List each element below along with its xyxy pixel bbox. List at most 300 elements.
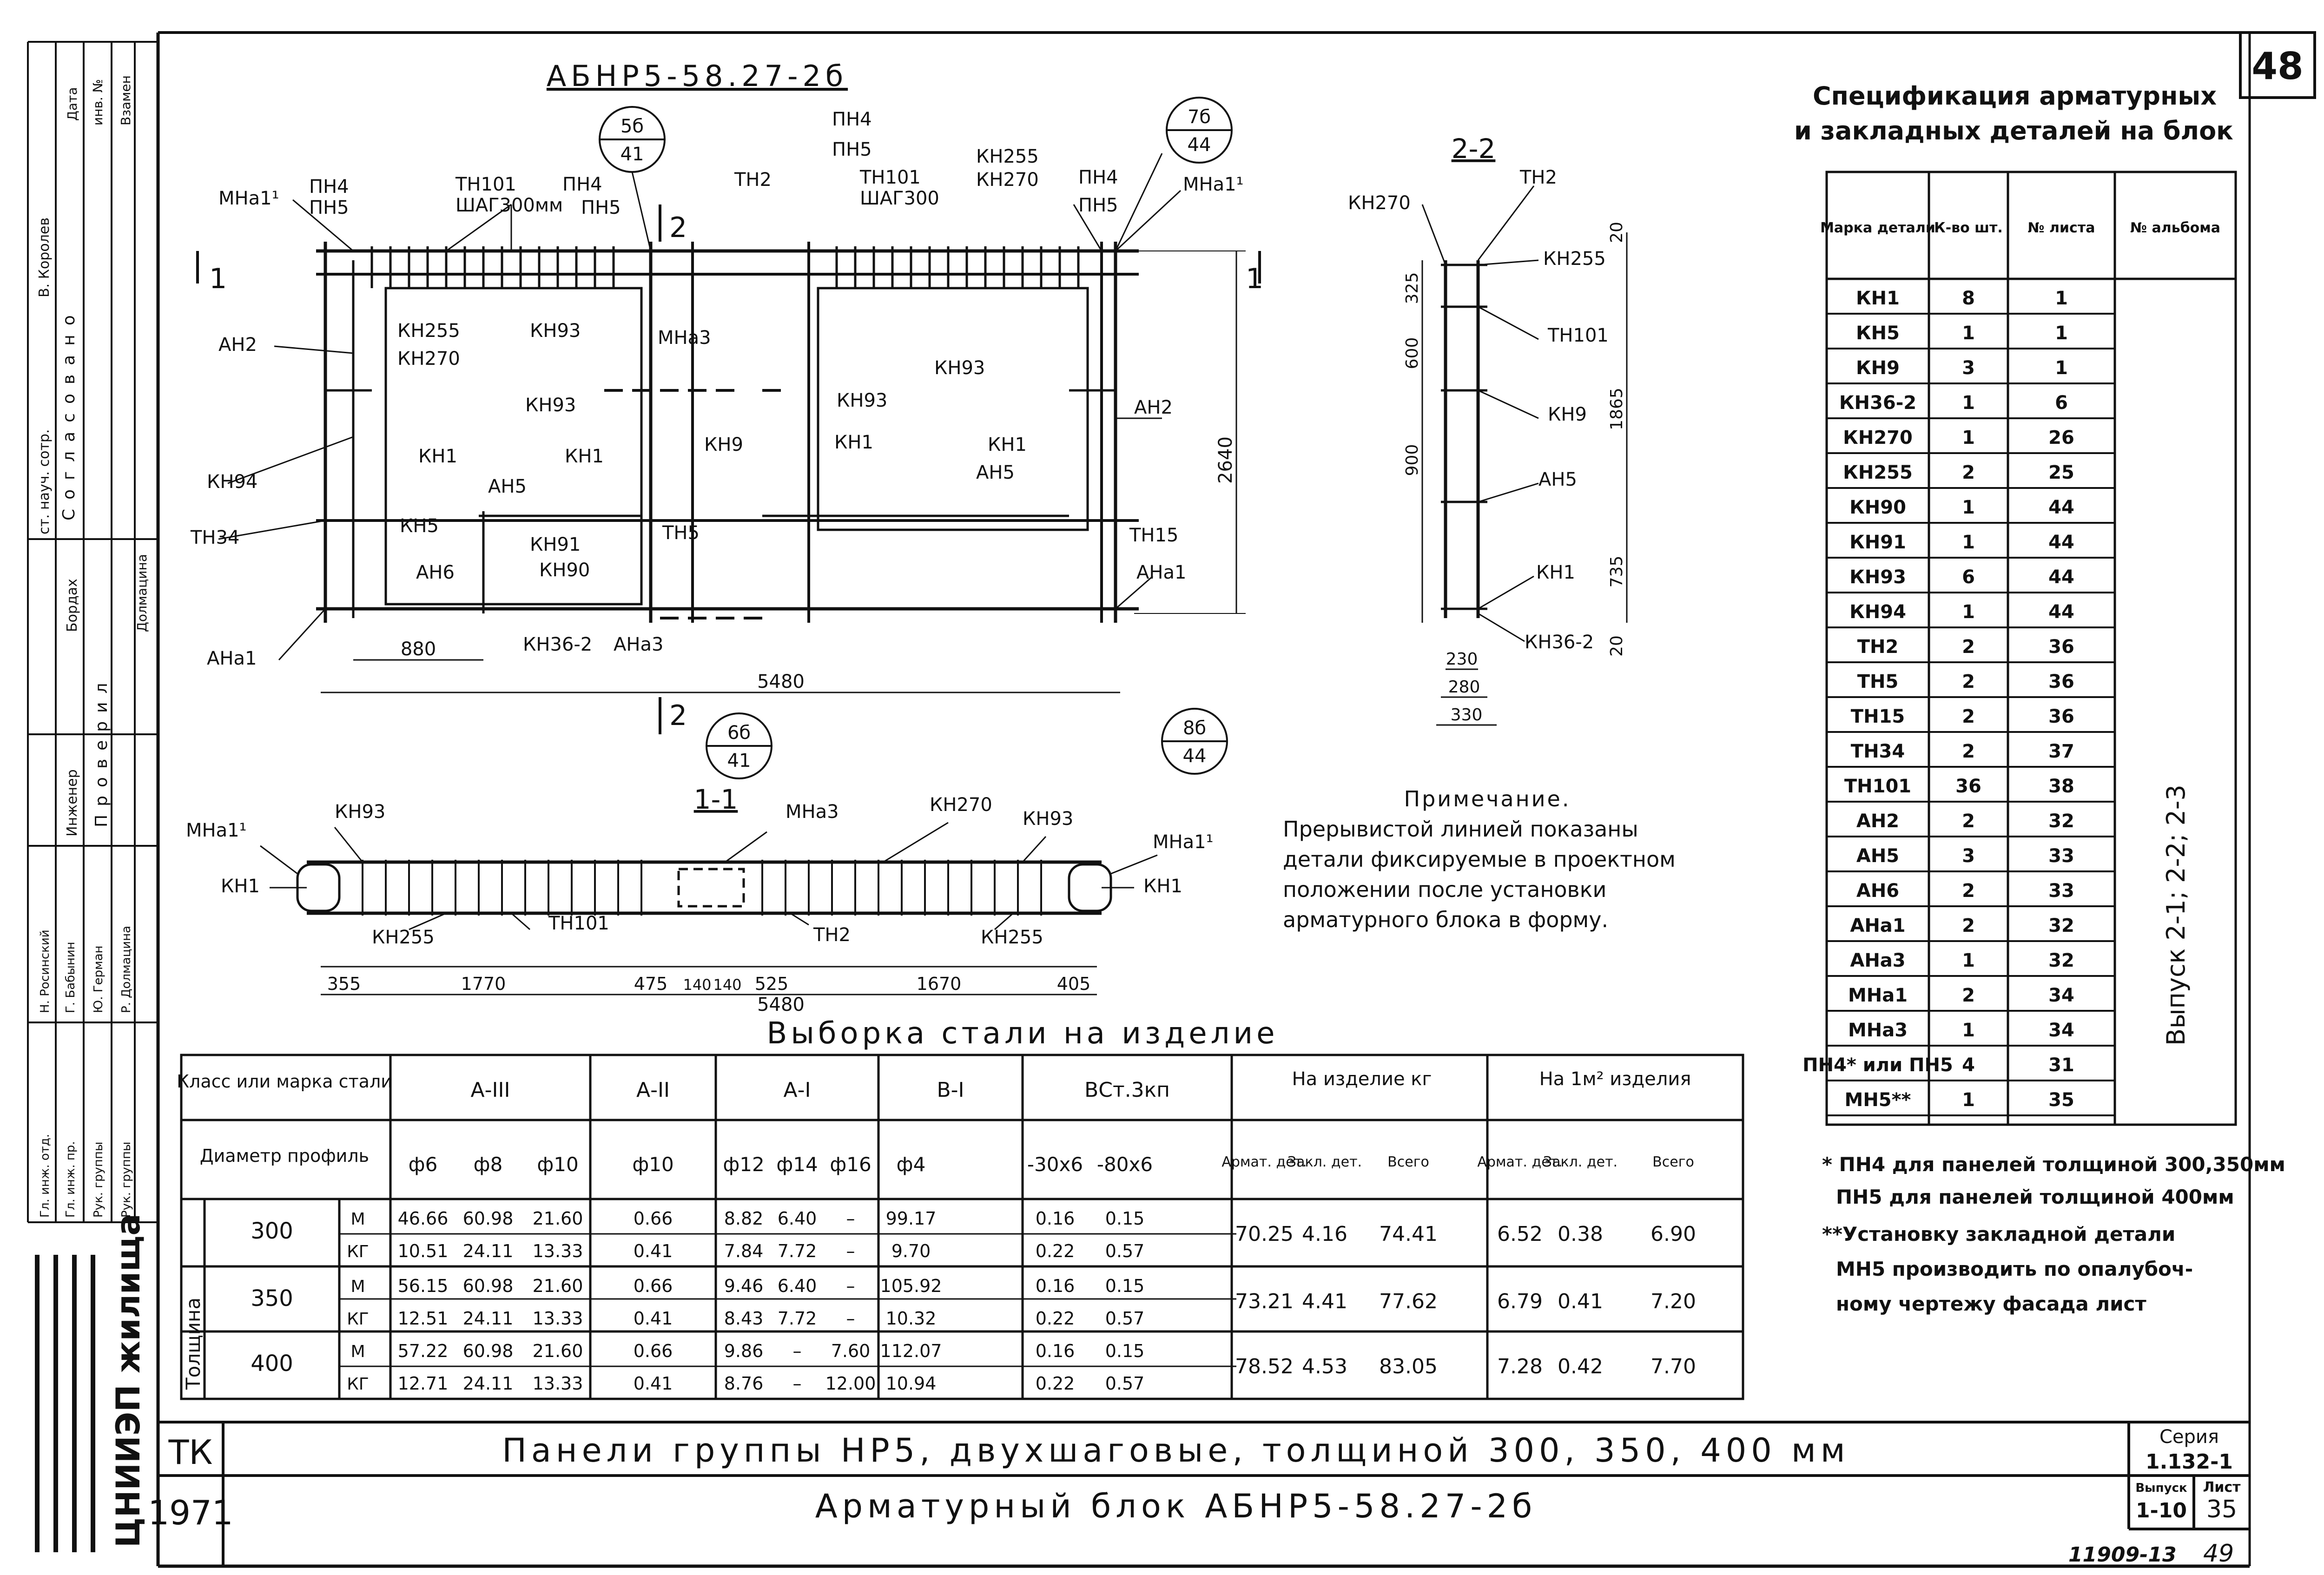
spec-cell: 2 [1962,985,1975,1006]
label-kn270-a: КН270 [976,169,1039,191]
spec-cell: МНа1 [1848,985,1908,1006]
label-mna3-a: МНа3 [658,327,711,349]
spec-cell: 2 [1962,636,1975,658]
dim-window: 880 [400,639,436,660]
steel-cell-m: 0.15 [1105,1341,1145,1361]
s11-kn255-a: КН255 [372,927,435,948]
steel-total: 4.16 [1302,1222,1347,1246]
steel-cell-m: – [846,1276,855,1296]
s11-mna1-left: МНа1¹ [186,820,247,841]
spec-cell: КН9 [1855,357,1900,379]
spec-cell: 1 [1962,601,1975,623]
s11-dim-140-b: 140 [713,976,742,994]
spec-cell: 44 [2048,532,2074,553]
s11-dim-525: 525 [754,974,789,994]
s11-dim-140-a: 140 [683,976,712,994]
footer-year: 1971 [148,1493,233,1532]
steel-title: Выборка стали на изделие [766,1016,1279,1051]
spec-cell: 38 [2048,776,2074,797]
spec-cell: 36 [1955,776,1981,797]
section-mark-2-bottom: 2 [669,699,687,732]
label-step-a: ШАГ300мм [456,195,563,216]
spec-cell: 32 [2048,811,2074,832]
s22-kn270: КН270 [1348,192,1411,214]
label-tn34: ТН34 [191,527,240,548]
spec-cell: 6 [2055,392,2068,414]
steel-cell-m: 6.40 [777,1276,817,1296]
callout-4-top: 8б [1182,718,1207,739]
steel-class-group: В-I [937,1078,964,1102]
steel-cell-kg: 0.22 [1035,1241,1075,1261]
s11-dim-355: 355 [327,974,361,994]
spec-cell: 2 [1962,671,1975,692]
s22-kn255: КН255 [1543,248,1606,270]
label-tn101-b: ТН101 [860,167,921,188]
steel-total: 7.28 [1497,1355,1543,1378]
s11-kn93-a: КН93 [335,801,386,823]
spec-cell: 4 [1962,1054,1975,1076]
spec-cell: 32 [2048,915,2074,936]
s22-dim-1865: 1865 [1607,388,1626,430]
steel-cell-kg: 10.32 [885,1308,937,1329]
spec-cell: КН94 [1849,601,1906,623]
label-kn5: КН5 [400,515,439,537]
steel-total: 4.41 [1302,1290,1347,1313]
steel-cell-kg: 12.71 [397,1373,449,1394]
callout-3-bottom: 41 [727,750,751,771]
steel-cell-m: 99.17 [885,1208,937,1229]
spec-cell: КН270 [1843,427,1913,448]
steel-total: 83.05 [1379,1355,1438,1378]
s22-kn36-2: КН36-2 [1525,632,1594,653]
steel-total: 4.53 [1302,1355,1347,1378]
steel-cell-kg: 0.41 [633,1241,673,1261]
spec-cell: 1 [1962,532,1975,553]
steel-class-group: А-III [470,1078,510,1102]
sheet-number-bottom: 49 [2203,1540,2234,1568]
dim-overall: 5480 [757,671,805,692]
spec-hdr-sheet: № листа [2027,220,2095,236]
steel-cell-kg: 7.72 [777,1308,817,1329]
spec-cell: ПН4* или ПН5 [1802,1054,1953,1076]
s11-mna3: МНа3 [786,801,839,823]
steel-class-group: ВСт.3кп [1084,1078,1170,1102]
label-kn93-b: КН93 [525,395,576,416]
label-kn93-a: КН93 [530,320,581,342]
spec-cell: 1 [2055,288,2068,309]
agreed-role-2: инв. № [90,79,106,125]
steel-thickness-value: 400 [251,1351,293,1377]
steel-cell-m: – [846,1208,855,1229]
spec-cell: 37 [2048,741,2074,762]
steel-cell-kg: – [792,1373,802,1394]
spec-cell: 1 [1962,1089,1975,1111]
spec-cell: ТН34 [1850,741,1905,762]
spec-cell: КН91 [1849,532,1906,553]
spec-cell: 36 [2048,706,2074,727]
label-pn4-a: ПН4 [309,176,349,198]
spec-hdr-mark: Марка детали [1820,220,1935,236]
page-label: Лист [2203,1479,2241,1496]
steel-unit-kg: КГ [347,1375,369,1394]
stamp-number: 11909-13 [2068,1543,2177,1567]
org-name: ЦНИИЭП жилища [109,1213,147,1548]
label-kn9: КН9 [704,434,743,455]
s11-tn2: ТН2 [813,924,851,946]
note-title: Примечание. [1404,786,1571,811]
spec-title-2: и закладных деталей на блок [1794,116,2233,145]
s11-dim-475: 475 [634,974,668,994]
spec-cell: 1 [1962,392,1975,414]
steel-cell-kg: 0.57 [1105,1241,1145,1261]
footnote-5: ному чертежу фасада лист [1836,1292,2146,1315]
extra-date: Дата [65,87,80,121]
spec-cell: 25 [2048,462,2074,483]
spec-cell: 32 [2048,950,2074,971]
steel-cell-kg: 0.22 [1035,1308,1075,1329]
label-kn93-c: КН93 [837,390,888,411]
steel-unit-m: М [350,1210,365,1229]
steel-diameter: ф8 [473,1153,503,1176]
spec-cell: АН2 [1856,811,1900,832]
s22-an5: АН5 [1538,469,1577,490]
s22-dim-600: 600 [1403,337,1422,369]
s22-kn9: КН9 [1548,404,1587,425]
staff-role-3: Рук. группы [92,1141,106,1218]
s11-dim-1770: 1770 [461,974,506,994]
steel-cell-m: 0.16 [1035,1208,1075,1229]
label-pn4-d: ПН4 [1078,167,1118,188]
label-kn90: КН90 [539,560,590,581]
callout-3-top: 6б [727,722,751,744]
steel-cell-kg: 7.72 [777,1241,817,1261]
callout-1-top: 5б [620,116,644,137]
checked-label: Проверил [92,674,111,827]
callout-1-bottom: 41 [620,144,644,165]
spec-cell: 1 [1962,1020,1975,1041]
steel-diameter: ф16 [830,1153,872,1176]
steel-cell-m: 0.66 [633,1276,673,1296]
extra-bordakh: Бордах [64,579,80,632]
steel-sub-header: Армат. дет. [1221,1154,1307,1170]
label-ana3: АНа3 [614,634,664,655]
label-tn5: ТН5 [662,522,700,544]
callout-2-bottom: 44 [1187,134,1211,156]
steel-cell-m: 0.16 [1035,1341,1075,1361]
s22-kn1: КН1 [1536,562,1575,583]
callout-4-bottom: 44 [1182,745,1207,767]
staff-role-4: Рук. группы [119,1141,133,1218]
agreed-name-2: Взамен [118,75,133,125]
steel-diameter: -80х6 [1096,1153,1153,1176]
spec-cell: 2 [1962,915,1975,936]
label-pn5-d: ПН5 [1078,195,1118,216]
steel-per-m2: На 1м² изделия [1539,1068,1691,1090]
label-step-b: ШАГ300 [860,188,939,209]
spec-cell: 2 [1962,811,1975,832]
steel-cell-m: 9.46 [724,1276,764,1296]
steel-cell-kg: 13.33 [532,1241,583,1261]
steel-cell-kg: 8.43 [724,1308,764,1329]
steel-cell-kg: 24.11 [462,1373,514,1394]
steel-diameter: ф14 [776,1153,818,1176]
steel-cell-m: – [792,1341,802,1361]
spec-cell: ТН2 [1857,636,1899,658]
s11-kn93-b: КН93 [1023,808,1074,830]
spec-cell: 8 [1962,288,1975,309]
steel-cell-kg: 12.00 [825,1373,876,1394]
section-mark-1-right: 1 [1246,263,1264,295]
steel-cell-kg: 12.51 [397,1308,449,1329]
label-kn1-d: КН1 [988,434,1027,455]
footnote-4: МН5 производить по опалубоч- [1836,1258,2193,1280]
note-line-4: арматурного блока в форму. [1283,907,1609,932]
callout-2-top: 7б [1187,106,1211,128]
agreed-role-1: ст. науч. сотр. [36,429,53,534]
spec-cell: 1 [1962,950,1975,971]
steel-cell-kg: 0.57 [1105,1308,1145,1329]
steel-total: 70.25 [1235,1222,1294,1246]
label-kn93-d: КН93 [934,357,985,379]
steel-per-item: На изделие кг [1292,1068,1432,1090]
series-value: 1.132-1 [2145,1450,2233,1474]
spec-cell: АН5 [1856,845,1900,867]
steel-cell-kg: 13.33 [532,1308,583,1329]
label-an6: АН6 [416,562,455,583]
steel-thickness-value: 300 [251,1218,293,1244]
spec-cell: 44 [2048,497,2074,518]
steel-cell-kg: 13.33 [532,1373,583,1394]
steel-cell-kg: – [846,1308,855,1329]
spec-cell: 6 [1962,567,1975,588]
steel-total: 77.62 [1379,1290,1438,1313]
label-an2-right: АН2 [1134,397,1173,418]
steel-diameter: ф10 [632,1153,674,1176]
staff-name-3: Ю. Герман [92,945,106,1013]
steel-cell-kg: 10.94 [885,1373,937,1394]
steel-unit-m: М [350,1342,365,1361]
label-mna1-left: МНа1¹ [218,188,279,209]
label-kn1-b: КН1 [565,446,604,467]
s11-tn101: ТН101 [548,913,609,934]
steel-sub-header: Закл. дет. [1287,1154,1362,1170]
spec-cell: 33 [2048,845,2074,867]
steel-cell-m: 0.16 [1035,1276,1075,1296]
steel-sub-header: Всего [1387,1154,1429,1170]
spec-cell: КН90 [1849,497,1906,518]
spec-cell: 1 [2055,323,2068,344]
label-tn2-a: ТН2 [734,169,772,191]
label-kn36-2: КН36-2 [523,634,593,655]
steel-unit-m: М [350,1277,365,1296]
page-value: 35 [2206,1496,2238,1523]
label-pn4-b: ПН4 [562,174,602,195]
steel-total: 0.41 [1558,1290,1603,1313]
steel-class-group: А-I [783,1078,811,1102]
note-line-1: Прерывистой линией показаны [1283,817,1638,842]
footnote-3: **Установку закладной детали [1822,1223,2176,1246]
spec-hdr-qty: К-во шт. [1934,220,2003,236]
spec-cell: АНа3 [1850,950,1906,971]
spec-cell: КН5 [1855,323,1900,344]
steel-diameter: ф10 [537,1153,579,1176]
steel-hdr-class: Класс или марка стали [177,1071,392,1092]
s22-dim-20-top: 20 [1607,222,1626,243]
spec-cell: КН36-2 [1839,392,1917,414]
steel-diameter: ф4 [896,1153,926,1176]
staff-role-2: Гл. инж. пр. [64,1141,78,1218]
steel-cell-m: 6.40 [777,1208,817,1229]
s22-dim-280: 280 [1448,678,1480,697]
s11-kn270: КН270 [930,794,992,816]
staff-role-1: Гл. инж. отд. [38,1133,52,1218]
s22-dim-325: 325 [1403,272,1422,304]
extra-engineer: Инженер [64,769,80,837]
s22-dim-735: 735 [1607,555,1626,588]
steel-cell-kg: 0.41 [633,1373,673,1394]
spec-cell: АН6 [1856,880,1900,902]
steel-cell-m: 56.15 [397,1276,449,1296]
s11-kn1-right: КН1 [1143,876,1182,897]
spec-cell: 36 [2048,671,2074,692]
steel-cell-m: 7.60 [831,1341,871,1361]
steel-cell-m: 0.66 [633,1341,673,1361]
spec-album-text: Выпуск 2-1; 2-2; 2-3 [2161,784,2191,1046]
label-pn5-c: ПН5 [832,139,872,160]
footer-tk: ТК [168,1433,213,1472]
s22-dim-330: 330 [1450,705,1483,725]
agreed-label: Согласовано [59,306,79,521]
steel-total: 0.42 [1558,1355,1603,1378]
steel-diameter: ф6 [408,1153,438,1176]
steel-total: 78.52 [1235,1355,1294,1378]
steel-cell-m: 105.92 [880,1276,942,1296]
spec-cell: 3 [1962,845,1975,867]
s11-dim-overall: 5480 [757,994,805,1015]
steel-cell-kg: 0.22 [1035,1373,1075,1394]
label-kn270-b: КН270 [397,348,460,369]
steel-sub-header: Армат. дет. [1477,1154,1563,1170]
steel-cell-m: 21.60 [532,1208,583,1229]
label-kn91: КН91 [530,534,581,555]
sheet-number-top: 48 [2251,45,2304,88]
label-kn1-c: КН1 [834,432,873,453]
steel-sub-header: Всего [1652,1154,1694,1170]
spec-cell: КН255 [1843,462,1913,483]
spec-cell: 26 [2048,427,2074,448]
s22-tn2: ТН2 [1520,167,1557,188]
s22-dim-20-bottom: 20 [1607,635,1626,657]
spec-cell: 2 [1962,462,1975,483]
steel-diameter: ф12 [723,1153,765,1176]
steel-total: 6.79 [1497,1290,1543,1313]
org-logo [37,1213,147,1552]
spec-cell: 36 [2048,636,2074,658]
steel-unit-kg: КГ [347,1242,369,1261]
label-pn5-a: ПН5 [309,197,349,218]
issue-value: 1-10 [2135,1499,2187,1522]
spec-cell: ТН5 [1857,671,1899,692]
label-ana1-right: АНа1 [1136,562,1187,583]
label-kn94: КН94 [207,471,258,493]
issue-label: Выпуск [2135,1481,2187,1495]
spec-cell: ТН101 [1844,776,1912,797]
steel-cell-kg: 24.11 [462,1241,514,1261]
steel-class-group: А-II [636,1078,670,1102]
spec-cell: 1 [1962,323,1975,344]
steel-cell-m: 60.98 [462,1341,514,1361]
steel-cell-m: 0.66 [633,1208,673,1229]
steel-cell-m: 9.86 [724,1341,764,1361]
steel-cell-kg: 8.76 [724,1373,764,1394]
spec-cell: 2 [1962,706,1975,727]
label-kn255-a: КН255 [976,146,1039,167]
steel-cell-m: 0.15 [1105,1276,1145,1296]
steel-cell-m: 0.15 [1105,1208,1145,1229]
steel-thickness-value: 350 [251,1285,293,1311]
spec-cell: МН5** [1844,1089,1911,1111]
steel-cell-kg: 9.70 [891,1241,931,1261]
steel-total: 74.41 [1379,1222,1438,1246]
spec-cell: КН93 [1849,567,1906,588]
steel-unit-kg: КГ [347,1310,369,1329]
steel-cell-kg: 0.57 [1105,1373,1145,1394]
spec-cell: 31 [2048,1054,2074,1076]
section-mark-2-top: 2 [669,211,687,244]
s22-dim-900: 900 [1403,444,1422,476]
extra-dolmatsina: Долмацина [134,554,150,632]
spec-title-1: Спецификация арматурных [1813,81,2217,111]
spec-cell: 44 [2048,567,2074,588]
steel-hdr-diam: Диаметр профиль [199,1146,370,1166]
spec-cell: 2 [1962,880,1975,902]
spec-cell: 33 [2048,880,2074,902]
spec-cell: 2 [1962,741,1975,762]
steel-cell-m: 46.66 [397,1208,449,1229]
label-an5-a: АН5 [488,476,527,497]
spec-cell: 34 [2048,1020,2074,1041]
series-label: Серия [2159,1426,2219,1448]
label-tn15: ТН15 [1129,525,1179,546]
label-mna1-right: МНа1¹ [1183,174,1244,195]
steel-cell-m: 60.98 [462,1276,514,1296]
steel-cell-m: 112.07 [880,1341,942,1361]
steel-diameter: -30х6 [1027,1153,1083,1176]
agreed-name-1: В. Королев [36,217,53,297]
s11-kn1-left: КН1 [221,876,260,897]
staff-name-4: Р. Долмацина [119,925,133,1013]
note-line-2: детали фиксируемые в проектном [1283,847,1676,872]
footer-line-1: Панели группы НР5, двухшаговые, толщиной 300, 350, 400 мм [502,1431,1850,1470]
steel-cell-kg: 24.11 [462,1308,514,1329]
s11-mna1-right: МНа1¹ [1153,831,1214,853]
spec-cell: 35 [2048,1089,2074,1111]
footnote-1: * ПН4 для панелей толщиной 300,350мм [1822,1153,2285,1176]
section-mark-1-left: 1 [209,263,227,295]
label-kn255-b: КН255 [397,320,460,342]
steel-cell-kg: 0.41 [633,1308,673,1329]
footnote-2: ПН5 для панелей толщиной 400мм [1836,1186,2234,1208]
label-tn101-a: ТН101 [456,174,516,195]
spec-cell: 1 [1962,497,1975,518]
steel-cell-m: 8.82 [724,1208,764,1229]
steel-total: 7.20 [1651,1290,1696,1313]
steel-total: 73.21 [1235,1290,1294,1313]
s11-dim-1670: 1670 [916,974,962,994]
section-2-2-title: 2-2 [1451,133,1496,165]
staff-name-1: Н. Росинский [38,929,52,1013]
spec-cell: 1 [2055,357,2068,379]
